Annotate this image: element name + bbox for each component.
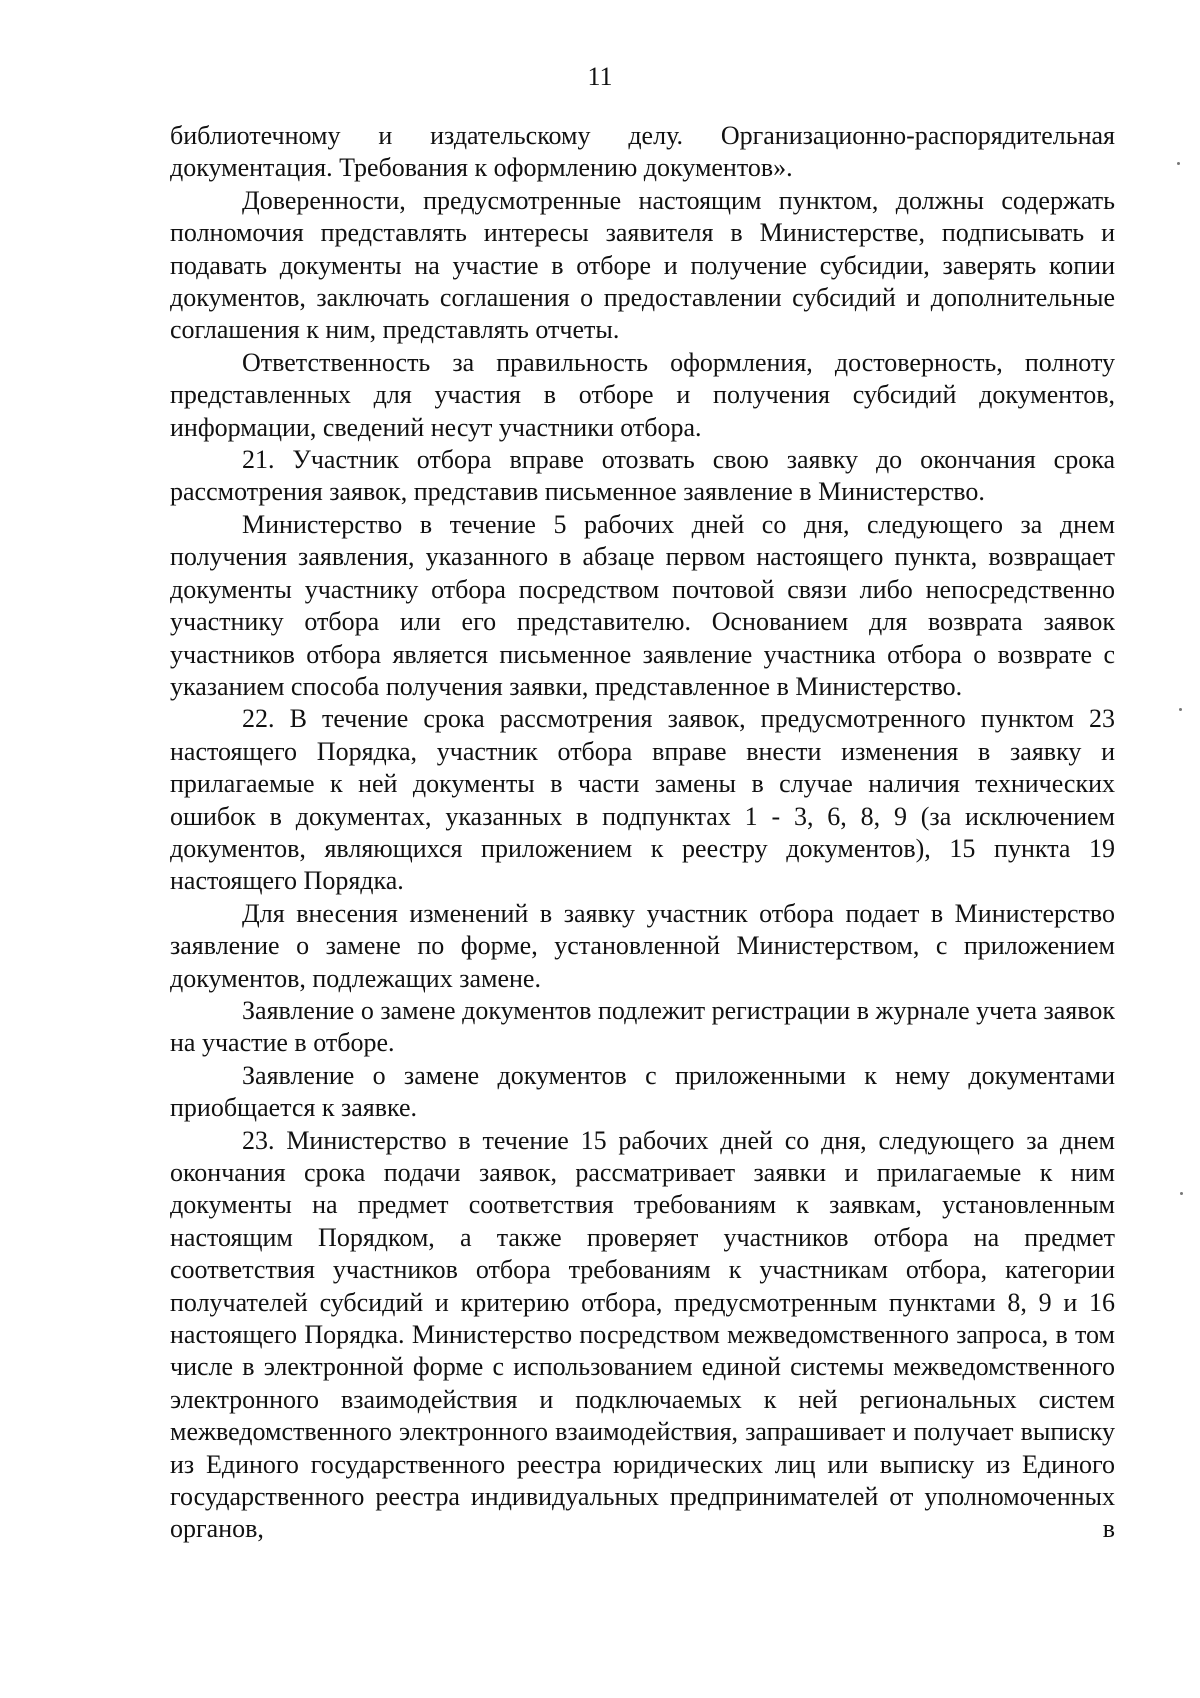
paragraph-clause-21: 21. Участник отбора вправе отозвать свою заявку до окончания срока рассмотрения заявок, представив письменное заявление в Министерство. [170, 445, 1115, 507]
paragraph-continuation: библиотечному и издательскому делу. Организационно-распорядительная документация. Требования к оформлению документов». [170, 121, 1115, 183]
page-number: 11 [587, 62, 613, 91]
paragraph-responsibility: Ответственность за правильность оформления, достоверность, полноту представленных для участия в отборе и получения субсидий документов, информации, сведений несут участники отбора. [170, 347, 1115, 442]
paragraph-attachment: Заявление о замене документов с приложенными к нему документами приобщается к заявке. [170, 1060, 1115, 1123]
document-body [170, 120, 1115, 1546]
paragraph-clause-22: 22. В течение срока рассмотрения заявок, предусмотренного пунктом 23 настоящего Порядка, участник отбора вправе внести изменения в заявку и прилагаемые к ней документы в части замены в случае наличия технических ошибок в документах, указанных в подпунктах 1 - 3, 6, 8, 9 (за исключением документов, являющихся приложением к реестру документов), 15 пункта 19 настоящего Порядка. [170, 704, 1115, 896]
paragraph-document-return: Министерство в течение 5 рабочих дней со дня, следующего за днем получения заявления, указанного в абзаце первом настоящего пункта, возвращает документы участнику отбора посредством почтовой связи либо непосредственно участнику отбора или его представителю. Основанием для возврата заявок участников отбора является письменное заявление участника отбора о возврате с указанием способа получения заявки, представленное в Министерство. [170, 509, 1115, 701]
paragraph-registration: Заявление о замене документов подлежит регистрации в журнале учета заявок на участие в отборе. [170, 995, 1115, 1058]
paragraph-change-application: Для внесения изменений в заявку участник отбора подает в Министерство заявление о замене по форме, установленной Министерством, с приложением документов, подлежащих замене. [170, 898, 1115, 993]
scan-speck [1177, 162, 1180, 165]
paragraph-clause-23: 23. Министерство в течение 15 рабочих дней со дня, следующего за днем окончания срока подачи заявок, рассматривает заявки и прилагаемые к ним документы на предмет соответствия требованиям к заявкам, установленным настоящим Порядком, а также проверяет участников отбора на предмет соответствия участников отбора требованиям к участникам отбора, категории получателей субсидий и критерию отбора, предусмотренным пунктами 8, 9 и 16 настоящего Порядка. Министерство посредством межведомственного запроса, в том числе в электронной форме с использованием единой системы межведомственного электронного взаимодействия и подключаемых к ней региональных систем межведомственного электронного взаимодействия, запрашивает и получает выписку из Единого государственного реестра юридических лиц или выписку из Единого государственного реестра индивидуальных предпринимателей от уполномоченных органов, в [170, 1125, 1115, 1544]
scan-speck [1179, 708, 1182, 711]
paragraph-power-of-attorney: Доверенности, предусмотренные настоящим пунктом, должны содержать полномочия представлять интересы заявителя в Министерстве, подписывать и подавать документы на участие в отборе и получение субсидии, заверять копии документов, заключать соглашения о предоставлении субсидий и дополнительные соглашения к ним, представлять отчеты. [170, 185, 1115, 345]
scan-speck [1180, 1192, 1183, 1195]
